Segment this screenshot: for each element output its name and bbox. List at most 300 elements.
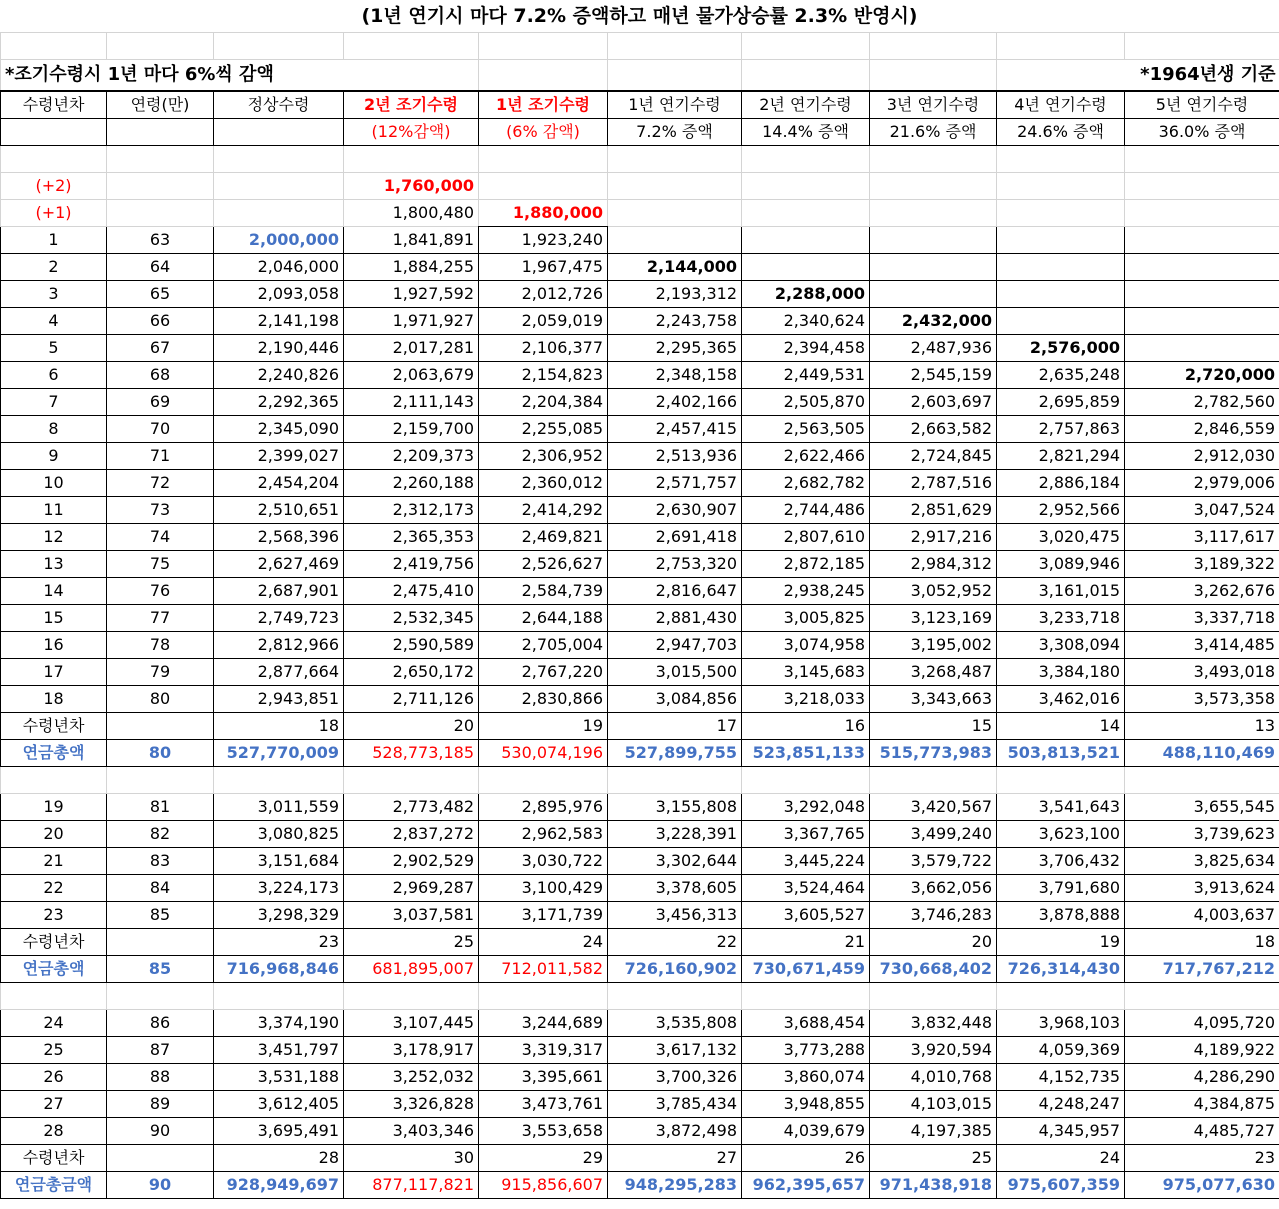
table-cell: 2,576,000: [997, 335, 1125, 362]
table-row: [1, 1064, 1279, 1091]
note-early-reduction: *조기수령시 1년 마다 6%씩 감액: [1, 60, 479, 92]
table-cell: 1,927,592: [344, 281, 479, 308]
table-cell: 12: [1, 524, 107, 551]
column-subheader: 36.0% 증액: [1125, 119, 1279, 146]
table-cell: 2,012,726: [479, 281, 608, 308]
table-cell: 86: [107, 1010, 214, 1037]
table-cell: 2,306,952: [479, 443, 608, 470]
table-cell: 2,288,000: [742, 281, 870, 308]
table-cell: 74: [107, 524, 214, 551]
table-cell: 2,255,085: [479, 416, 608, 443]
table-cell: 3: [1, 281, 107, 308]
pre-row: [1, 173, 1279, 200]
table-cell: 3,262,676: [1125, 578, 1279, 605]
empty-cell: [344, 767, 479, 794]
table-cell: 3,244,689: [479, 1010, 608, 1037]
table-cell: 11: [1, 497, 107, 524]
table-cell: 3,020,475: [997, 524, 1125, 551]
table-cell: 2,877,664: [214, 659, 344, 686]
empty-cell: [997, 767, 1125, 794]
empty-cell: [608, 146, 742, 173]
table-row: [1, 524, 1279, 551]
table-cell: 2,816,647: [608, 578, 742, 605]
table-cell: 79: [107, 659, 214, 686]
table-cell: 3,155,808: [608, 794, 742, 821]
total-value: 730,671,459: [742, 956, 870, 983]
table-cell: 2,821,294: [997, 443, 1125, 470]
column-header: 연령(만): [107, 91, 214, 119]
table-cell: 3,195,002: [870, 632, 997, 659]
column-header: 2년 조기수령: [344, 91, 479, 119]
table-cell: 3,171,739: [479, 902, 608, 929]
table-cell: 2,193,312: [608, 281, 742, 308]
years-value: [107, 929, 214, 956]
table-cell: [608, 227, 742, 254]
table-row: [1, 308, 1279, 335]
table-cell: 75: [107, 551, 214, 578]
table-cell: 2,059,019: [479, 308, 608, 335]
years-value: 18: [1125, 929, 1279, 956]
table-row: [1, 578, 1279, 605]
total-value: 90: [107, 1172, 214, 1199]
table-cell: 3,030,722: [479, 848, 608, 875]
empty-cell: [107, 146, 214, 173]
table-cell: 2,457,415: [608, 416, 742, 443]
years-value: 28: [214, 1145, 344, 1172]
total-value: 730,668,402: [870, 956, 997, 983]
empty-cell: [1125, 173, 1279, 200]
total-value: 948,295,283: [608, 1172, 742, 1199]
table-cell: 3,531,188: [214, 1064, 344, 1091]
table-cell: 2,475,410: [344, 578, 479, 605]
column-header: 1년 연기수령: [608, 91, 742, 119]
table-cell: 3,773,288: [742, 1037, 870, 1064]
table-cell: 2,744,486: [742, 497, 870, 524]
pre-label: (+2): [1, 173, 107, 200]
table-cell: 2,469,821: [479, 524, 608, 551]
empty-cell: [214, 146, 344, 173]
column-header: 1년 조기수령: [479, 91, 608, 119]
table-cell: 3,403,346: [344, 1118, 479, 1145]
table-cell: 2,952,566: [997, 497, 1125, 524]
table-cell: 88: [107, 1064, 214, 1091]
table-cell: 2,902,529: [344, 848, 479, 875]
table-cell: 2,886,184: [997, 470, 1125, 497]
table-cell: 2,260,188: [344, 470, 479, 497]
years-value: 20: [344, 713, 479, 740]
table-cell: 2,837,272: [344, 821, 479, 848]
table-cell: 2,635,248: [997, 362, 1125, 389]
total-value: 717,767,212: [1125, 956, 1279, 983]
table-cell: 3,706,432: [997, 848, 1125, 875]
years-value: 25: [344, 929, 479, 956]
table-cell: 2,720,000: [1125, 362, 1279, 389]
table-cell: 2,348,158: [608, 362, 742, 389]
empty-cell: [997, 146, 1125, 173]
total-value: 962,395,657: [742, 1172, 870, 1199]
table-cell: 2,190,446: [214, 335, 344, 362]
table-cell: 2,510,651: [214, 497, 344, 524]
table-cell: 2: [1, 254, 107, 281]
table-cell: 3,151,684: [214, 848, 344, 875]
table-cell: 2,630,907: [608, 497, 742, 524]
table-cell: 3,825,634: [1125, 848, 1279, 875]
table-cell: 4,345,957: [997, 1118, 1125, 1145]
table-row: [1, 443, 1279, 470]
table-cell: 3,117,617: [1125, 524, 1279, 551]
table-cell: 2,881,430: [608, 605, 742, 632]
table-cell: 1,923,240: [479, 227, 608, 254]
table-cell: 15: [1, 605, 107, 632]
table-cell: 2,568,396: [214, 524, 344, 551]
table-cell: 3,746,283: [870, 902, 997, 929]
years-value: 26: [742, 1145, 870, 1172]
years-value: 19: [479, 713, 608, 740]
table-cell: 3,579,722: [870, 848, 997, 875]
table-cell: 2,414,292: [479, 497, 608, 524]
table-cell: 2,243,758: [608, 308, 742, 335]
total-value: 928,949,697: [214, 1172, 344, 1199]
empty-cell: [344, 983, 479, 1010]
table-cell: [870, 254, 997, 281]
table-row: [1, 794, 1279, 821]
table-cell: 1,841,891: [344, 227, 479, 254]
pre-label: (+1): [1, 200, 107, 227]
years-value: 19: [997, 929, 1125, 956]
table-cell: 2,360,012: [479, 470, 608, 497]
empty-cell: [870, 146, 997, 173]
table-cell: 2,724,845: [870, 443, 997, 470]
total-row: [1, 956, 1279, 983]
table-cell: 2,159,700: [344, 416, 479, 443]
table-cell: 14: [1, 578, 107, 605]
total-value: 726,160,902: [608, 956, 742, 983]
table-cell: 83: [107, 848, 214, 875]
page-title: (1년 연기시 마다 7.2% 증액하고 매년 물가상승률 2.3% 반영시): [361, 5, 918, 27]
table-cell: 3,268,487: [870, 659, 997, 686]
table-row: [1, 551, 1279, 578]
table-cell: 22: [1, 875, 107, 902]
empty-cell: [742, 767, 870, 794]
years-value: [107, 1145, 214, 1172]
empty-cell: [479, 767, 608, 794]
table-cell: 3,145,683: [742, 659, 870, 686]
early1-value: 1,880,000: [479, 200, 608, 227]
table-cell: 13: [1, 551, 107, 578]
table-cell: 2,687,901: [214, 578, 344, 605]
table-cell: 3,178,917: [344, 1037, 479, 1064]
table-cell: 3,445,224: [742, 848, 870, 875]
table-cell: 2,691,418: [608, 524, 742, 551]
table-cell: 1,884,255: [344, 254, 479, 281]
table-cell: [1125, 281, 1279, 308]
table-cell: 3,252,032: [344, 1064, 479, 1091]
table-row: [1, 686, 1279, 713]
table-cell: 3,089,946: [997, 551, 1125, 578]
table-cell: 2,340,624: [742, 308, 870, 335]
table-cell: [997, 254, 1125, 281]
table-cell: 3,395,661: [479, 1064, 608, 1091]
table-cell: 3,084,856: [608, 686, 742, 713]
table-cell: 4,248,247: [997, 1091, 1125, 1118]
empty-cell: [608, 983, 742, 1010]
table-cell: 2,830,866: [479, 686, 608, 713]
table-cell: 2,063,679: [344, 362, 479, 389]
table-cell: 4,039,679: [742, 1118, 870, 1145]
empty-cell: [1125, 200, 1279, 227]
table-cell: 3,860,074: [742, 1064, 870, 1091]
empty-cell: [997, 173, 1125, 200]
empty-cell: [870, 767, 997, 794]
table-cell: 3,005,825: [742, 605, 870, 632]
table-cell: 2,209,373: [344, 443, 479, 470]
table-cell: 67: [107, 335, 214, 362]
empty-cell: [608, 173, 742, 200]
table-cell: 3,107,445: [344, 1010, 479, 1037]
table-cell: 7: [1, 389, 107, 416]
total-value: 515,773,983: [870, 740, 997, 767]
table-cell: 2,454,204: [214, 470, 344, 497]
table-cell: 2,979,006: [1125, 470, 1279, 497]
table-cell: 63: [107, 227, 214, 254]
table-cell: 2,938,245: [742, 578, 870, 605]
table-cell: 4,384,875: [1125, 1091, 1279, 1118]
table-cell: 3,218,033: [742, 686, 870, 713]
table-cell: 2,895,976: [479, 794, 608, 821]
table-cell: 2,962,583: [479, 821, 608, 848]
table-cell: [997, 281, 1125, 308]
column-subheader: [107, 119, 214, 146]
table-cell: 2,345,090: [214, 416, 344, 443]
table-cell: 3,052,952: [870, 578, 997, 605]
table-cell: 2,695,859: [997, 389, 1125, 416]
table-row: [1, 659, 1279, 686]
table-cell: 2,571,757: [608, 470, 742, 497]
table-cell: 3,913,624: [1125, 875, 1279, 902]
years-row: [1, 1145, 1279, 1172]
years-value: 15: [870, 713, 997, 740]
table-row: [1, 848, 1279, 875]
empty-cell: [107, 200, 214, 227]
table-cell: 65: [107, 281, 214, 308]
empty-cell: [742, 146, 870, 173]
empty-cell: [1, 146, 107, 173]
table-row: [1, 821, 1279, 848]
empty-cell: [997, 983, 1125, 1010]
table-cell: [870, 281, 997, 308]
table-cell: 66: [107, 308, 214, 335]
table-cell: 3,374,190: [214, 1010, 344, 1037]
early1-value: [479, 173, 608, 200]
total-value: 971,438,918: [870, 1172, 997, 1199]
empty-cell: [1, 767, 107, 794]
table-cell: 2,046,000: [214, 254, 344, 281]
table-cell: 2,111,143: [344, 389, 479, 416]
table-cell: 3,319,317: [479, 1037, 608, 1064]
table-cell: 3,015,500: [608, 659, 742, 686]
table-cell: 2,812,966: [214, 632, 344, 659]
pre-row: [1, 200, 1279, 227]
table-cell: 26: [1, 1064, 107, 1091]
table-cell: 3,695,491: [214, 1118, 344, 1145]
table-cell: 2,394,458: [742, 335, 870, 362]
table-cell: [1125, 308, 1279, 335]
table-cell: [742, 254, 870, 281]
table-cell: 1,967,475: [479, 254, 608, 281]
table-cell: 2,365,353: [344, 524, 479, 551]
table-cell: 2,399,027: [214, 443, 344, 470]
table-row: [1, 227, 1279, 254]
table-cell: 3,791,680: [997, 875, 1125, 902]
table-cell: 3,700,326: [608, 1064, 742, 1091]
table-cell: 4,095,720: [1125, 1010, 1279, 1037]
empty-cell: [1125, 983, 1279, 1010]
column-header: 3년 연기수령: [870, 91, 997, 119]
empty-cell: [742, 200, 870, 227]
table-cell: [742, 227, 870, 254]
table-row: [1, 335, 1279, 362]
table-cell: 2,419,756: [344, 551, 479, 578]
table-cell: 17: [1, 659, 107, 686]
total-row: [1, 740, 1279, 767]
table-cell: 68: [107, 362, 214, 389]
column-subheader: (6% 감액): [479, 119, 608, 146]
column-subheader: 7.2% 증액: [608, 119, 742, 146]
table-row: [1, 1118, 1279, 1145]
empty-cell: [870, 983, 997, 1010]
table-cell: 2,513,936: [608, 443, 742, 470]
table-cell: 84: [107, 875, 214, 902]
empty-cell: [870, 200, 997, 227]
table-cell: 4,059,369: [997, 1037, 1125, 1064]
table-cell: 4,197,385: [870, 1118, 997, 1145]
years-value: 25: [870, 1145, 997, 1172]
empty-cell: [1, 983, 107, 1010]
table-cell: 3,524,464: [742, 875, 870, 902]
table-cell: 89: [107, 1091, 214, 1118]
table-cell: 3,623,100: [997, 821, 1125, 848]
column-header: 2년 연기수령: [742, 91, 870, 119]
table-cell: 3,553,658: [479, 1118, 608, 1145]
header-row: [1, 91, 1279, 119]
table-cell: 27: [1, 1091, 107, 1118]
table-cell: 82: [107, 821, 214, 848]
table-cell: 2,584,739: [479, 578, 608, 605]
years-label: 수령년차: [1, 713, 107, 740]
table-cell: 3,228,391: [608, 821, 742, 848]
table-cell: 2,590,589: [344, 632, 479, 659]
total-value: 877,117,821: [344, 1172, 479, 1199]
years-value: 18: [214, 713, 344, 740]
total-label: 연금총금액: [1, 1172, 107, 1199]
column-subheader: 14.4% 증액: [742, 119, 870, 146]
table-cell: [1125, 227, 1279, 254]
table-cell: 3,047,524: [1125, 497, 1279, 524]
table-cell: 2,000,000: [214, 227, 344, 254]
table-cell: 3,462,016: [997, 686, 1125, 713]
table-cell: 3,832,448: [870, 1010, 997, 1037]
table-cell: 2,705,004: [479, 632, 608, 659]
years-value: 29: [479, 1145, 608, 1172]
table-cell: 3,292,048: [742, 794, 870, 821]
total-value: 80: [107, 740, 214, 767]
years-value: 23: [214, 929, 344, 956]
years-label: 수령년차: [1, 1145, 107, 1172]
table-cell: 4,485,727: [1125, 1118, 1279, 1145]
pension-table: [0, 32, 1279, 1199]
table-cell: 2,787,516: [870, 470, 997, 497]
table-row: [1, 875, 1279, 902]
table-cell: 3,617,132: [608, 1037, 742, 1064]
table-cell: 3,493,018: [1125, 659, 1279, 686]
total-value: 681,895,007: [344, 956, 479, 983]
empty-cell: [214, 767, 344, 794]
table-cell: 2,240,826: [214, 362, 344, 389]
table-cell: 2,144,000: [608, 254, 742, 281]
table-cell: 2,947,703: [608, 632, 742, 659]
table-cell: 3,662,056: [870, 875, 997, 902]
table-cell: 3,688,454: [742, 1010, 870, 1037]
table-cell: 3,161,015: [997, 578, 1125, 605]
blank-row: [1, 767, 1279, 794]
years-value: 14: [997, 713, 1125, 740]
blank-row: [1, 33, 1279, 60]
column-header: 4년 연기수령: [997, 91, 1125, 119]
table-cell: 78: [107, 632, 214, 659]
total-value: 726,314,430: [997, 956, 1125, 983]
table-cell: 72: [107, 470, 214, 497]
table-cell: 85: [107, 902, 214, 929]
table-cell: 3,872,498: [608, 1118, 742, 1145]
table-cell: 2,872,185: [742, 551, 870, 578]
table-cell: 2,563,505: [742, 416, 870, 443]
table-cell: 4,189,922: [1125, 1037, 1279, 1064]
empty-cell: [214, 983, 344, 1010]
years-value: 23: [1125, 1145, 1279, 1172]
empty-cell: [479, 983, 608, 1010]
table-cell: 3,456,313: [608, 902, 742, 929]
column-subheader: 24.6% 증액: [997, 119, 1125, 146]
table-cell: 2,154,823: [479, 362, 608, 389]
column-subheader: 21.6% 증액: [870, 119, 997, 146]
table-cell: 3,968,103: [997, 1010, 1125, 1037]
table-cell: 3,080,825: [214, 821, 344, 848]
table-cell: 20: [1, 821, 107, 848]
table-row: [1, 470, 1279, 497]
table-cell: 2,545,159: [870, 362, 997, 389]
table-cell: 2,912,030: [1125, 443, 1279, 470]
total-value: 528,773,185: [344, 740, 479, 767]
table-cell: 2,312,173: [344, 497, 479, 524]
table-cell: 2,749,723: [214, 605, 344, 632]
table-cell: 2,093,058: [214, 281, 344, 308]
table-cell: 2,402,166: [608, 389, 742, 416]
table-cell: 2,650,172: [344, 659, 479, 686]
years-value: 22: [608, 929, 742, 956]
table-cell: 2,295,365: [608, 335, 742, 362]
table-cell: 80: [107, 686, 214, 713]
years-row: [1, 929, 1279, 956]
table-cell: 2,627,469: [214, 551, 344, 578]
table-cell: 2,943,851: [214, 686, 344, 713]
table-cell: 2,532,345: [344, 605, 479, 632]
table-cell: 3,233,718: [997, 605, 1125, 632]
table-cell: 10: [1, 470, 107, 497]
years-value: 13: [1125, 713, 1279, 740]
total-value: 488,110,469: [1125, 740, 1279, 767]
years-value: [107, 713, 214, 740]
years-value: 17: [608, 713, 742, 740]
